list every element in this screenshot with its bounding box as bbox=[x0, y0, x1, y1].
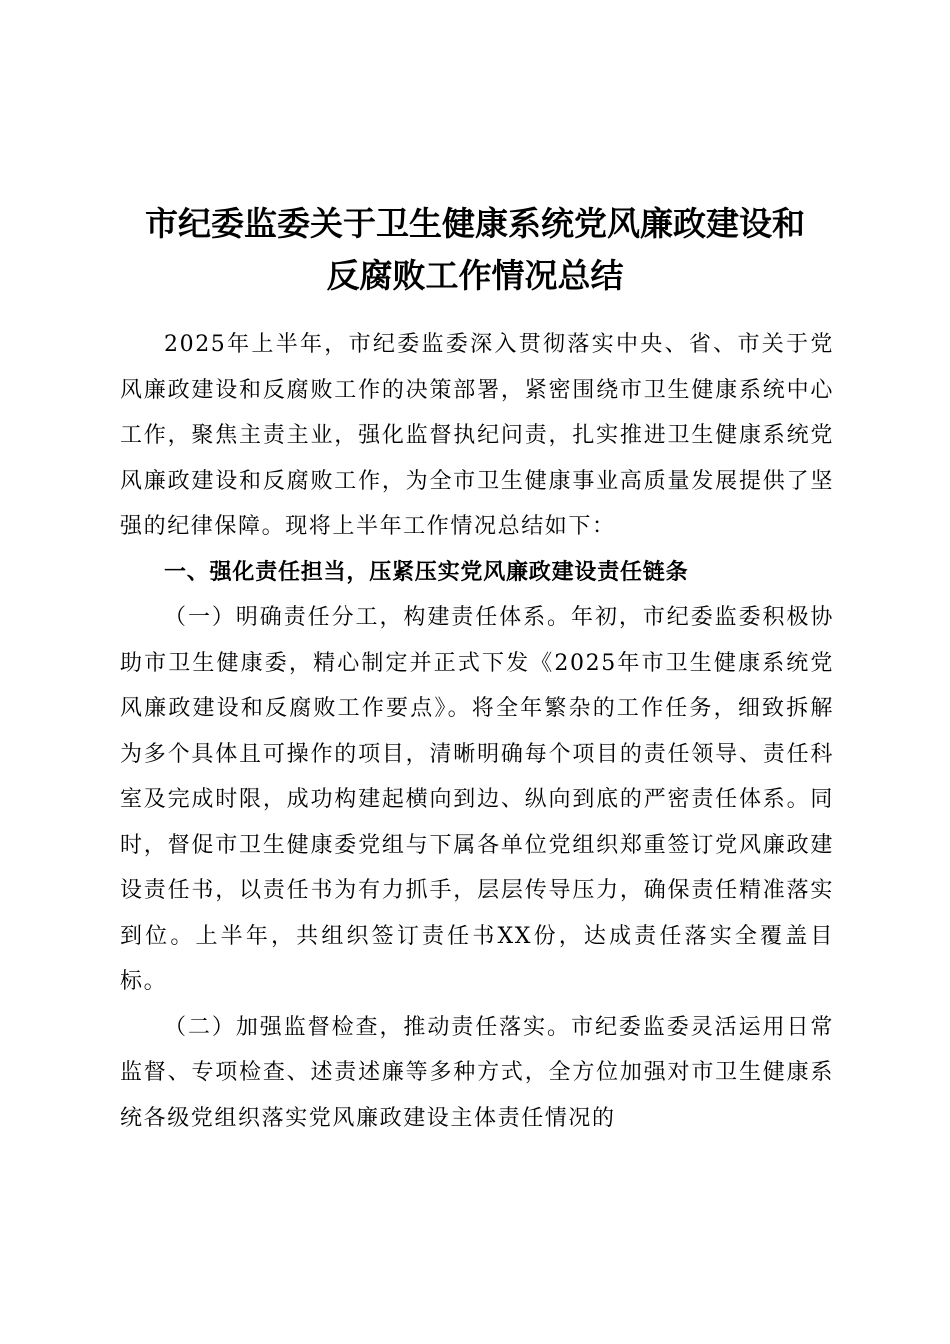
title-line-2: 反腐败工作情况总结 bbox=[326, 256, 624, 296]
document-body bbox=[120, 322, 834, 1141]
subsection-2-lead: （二）加强监督检查，推动责任落实。 bbox=[164, 1014, 571, 1040]
subsection-2-text: 市纪委监委灵活运用日常监督、专项检查、述责述廉等多种方式，全方位加强对市卫生健康系统各级党组织落实党风廉政建设主体责任情况的 bbox=[120, 1014, 835, 1131]
document-title bbox=[118, 198, 832, 302]
subsection-2-paragraph bbox=[120, 1005, 834, 1142]
subsection-1-paragraph bbox=[120, 595, 834, 1005]
subsection-1-text: 年初，市纪委监委积极协助市卫生健康委，精心制定并正式下发《2025年市卫生健康系统党风廉政建设和反腐败工作要点》。将全年繁杂的工作任务，细致拆解为多个具体且可操作的项目，清晰明确每个项目的责任领导、责任科室及完成时限，成功构建起横向到边、纵向到底的严密责任体系。同时，督促市卫生健康委党组与下属各单位党组织郑重签订党风廉政建设责任书，以责任书为有力抓手，层层传导压力，确保责任精准落实到位。上半年，共组织签订责任书XX份，达成责任落实全覆盖目标。 bbox=[120, 605, 835, 994]
title-line-1: 市纪委监委关于卫生健康系统党风廉政建设和 bbox=[145, 204, 805, 244]
intro-paragraph: 2025年上半年，市纪委监委深入贯彻落实中央、省、市关于党风廉政建设和反腐败工作的决策部署，紧密围绕市卫生健康系统中心工作，聚焦主责主业，强化监督执纪问责，扎实推进卫生健康系统党风廉政建设和反腐败工作，为全市卫生健康事业高质量发展提供了坚强的纪律保障。现将上半年工作情况总结如下： bbox=[120, 332, 834, 539]
subsection-1-lead: （一）明确责任分工，构建责任体系。 bbox=[164, 605, 571, 630]
section-1-heading: 一、强化责任担当，压紧压实党风廉政建设责任链条 bbox=[164, 559, 689, 585]
